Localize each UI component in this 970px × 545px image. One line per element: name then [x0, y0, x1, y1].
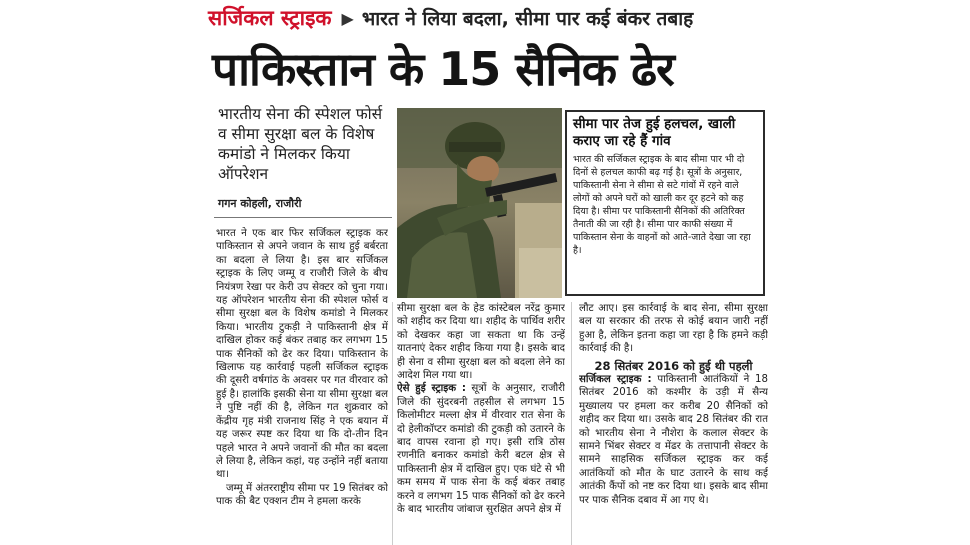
divider [214, 217, 392, 218]
article-column-2 [397, 302, 565, 545]
sidebar-body: भारत की सर्जिकल स्ट्राइक के बाद सीमा पार भी दो दिनों से हलचल काफी बढ़ गई है। सूत्रों के अनुसार, पाकिस्तानी सेना ने सीमा से सटे गांवों में रहने वाले लोगों को अपने घरों को खाली कर दूर हटने को कह दिया है। सीमा पर पाकिस्तानी सैनिकों की अतिरिक्त तैनाती की जा रही है। सीमा पार काफी संख्या में पाकिस्तान सेना के वाहनों को आते-जाते देखा जा रहा है। [573, 154, 751, 256]
article-paragraph: भारत ने एक बार फिर सर्जिकल स्ट्राइक कर पाकिस्तान से अपने जवान के साथ हुई बर्बरता का बदला ले लिया है। इस बार सर्जिकल स्ट्राइक के लिए जम्मू व राजौरी जिले के बीच नियंत्रण रेखा पर केरी उप सेक्टर को चुना गया। यह ऑपरेशन भारतीय सेना की स्पेशल फोर्स व सीमा सुरक्षा बल के विशेष कमांडो ने मिलकर किया। भारतीय टुकड़ी ने पाकिस्तानी क्षेत्र में दाखिल होकर कई बंकर तबाह कर लगभग 15 पाक सैनिकों को ढेर कर दिया। पाकिस्तान के खिलाफ यह कार्रवाई पहली सर्जिकल स्ट्राइक की दूसरी वर्षगांठ के अवसर पर गत वीरवार को हुई है। हालांकि इसकी सेना या सीमा सुरक्षा बल ने पुष्टि नहीं की है, लेकिन गत शुक्रवार को केंद्रीय गृह मंत्री राजनाथ सिंह ने एक बयान में यह जरूर स्पष्ट कर दिया था कि दो-तीन दिन पहले भारत ने अपने जवानों की मौत का बदला ले लिया है, लेकिन कहां, यह उन्होंने नहीं बताया था। [216, 228, 388, 481]
kicker-line [208, 4, 693, 32]
kicker-tag: सर्जिकल स्ट्राइक [208, 6, 332, 30]
article-paragraph: सीमा सुरक्षा बल के हेड कांस्टेबल नरेंद्र कुमार को शहीद कर दिया था। शहीद के पार्थिव शरीर को देखकर कहा जा सकता था कि उन्हें यातनाएं देकर शहीद किया गया है। इसके बाद ही सेना व सीमा सुरक्षा बल को बदला लेने का आदेश मिल गया था। [397, 303, 565, 382]
column-divider [571, 302, 572, 545]
subhead: सर्जिकल स्ट्राइक : [579, 374, 652, 386]
article-paragraph: पाकिस्तानी आतंकियों ने 18 सितंबर 2016 को कश्मीर के उड़ी में सैन्य मुख्यालय पर हमला कर करीब 20 सैनिकों को शहीद कर दिया था। उसके बाद 28 सितंबर की रात को भारतीय सेना ने नौशेरा के कलाल सेक्टर के सामने भिंबर सेक्टर व मेंढर के तत्तापानी सेक्टर के सामने साहसिक सर्जिकल स्ट्राइक कर कई आतंकियों को मौत के घाट उतारने के साथ कई आतंकी कैंपों को नष्ट कर दिया था। इसके बाद सीमा पर पाक सैनिक दबाव में आ गए थे। [579, 374, 768, 506]
byline: गगन कोहली, राजौरी [218, 197, 302, 210]
article-column-1 [216, 227, 388, 545]
sidebar-box [565, 110, 765, 296]
play-arrow-icon: ▶ [341, 8, 354, 28]
article-paragraph: लौट आए। इस कार्रवाई के बाद सेना, सीमा सुरक्षा बल या सरकार की तरफ से कोई बयान जारी नहीं हुआ है, लेकिन इतना कहा जा रहा है कि हमने कड़ी कार्रवाई की है। [579, 303, 768, 355]
article-paragraph: जम्मू में अंतरराष्ट्रीय सीमा पर 19 सितंबर को पाक की बैट एक्शन टीम ने हमला करके [216, 482, 388, 508]
kicker-subhead: भारत ने लिया बदला, सीमा पार कई बंकर तबाह [361, 8, 694, 30]
subhead: ऐसे हुई स्ट्राइक : [397, 383, 466, 395]
column-divider [392, 302, 393, 545]
sidebar-title: सीमा पार तेज हुई हलचल, खाली कराए जा रहे हैं गांव [573, 116, 736, 149]
article-paragraph: सूत्रों के अनुसार, राजौरी जिले की सुंदरबनी तहसील से लगभग 15 किलोमीटर मल्ला क्षेत्र में वीरवार रात सेना के दो हेलीकॉप्टर कमांडो की टुकड़ी को उतारने के बाद वापस रवाना हो गए। इसी रात्रि ठोस रणनीति बनाकर कमांडो केरी बटल क्षेत्र से पाकिस्तानी क्षेत्र में दाखिल हुए। एक घंटे से भी कम समय में पाक सेना के कई बंकर तबाह करने व लगभग 15 पाक सैनिकों को ढेर करने के बाद भारतीय जांबाज सुरक्षित अपने क्षेत्र में [397, 383, 565, 516]
deck: भारतीय सेना की स्पेशल फोर्स व सीमा सुरक्षा बल के विशेष कमांडो ने मिलकर किया ऑपरेशन [218, 105, 383, 183]
soldier-photo [397, 108, 562, 298]
article-column-3 [579, 302, 768, 545]
headline: पाकिस्तान के 15 सैनिक ढेर [212, 42, 674, 96]
subhead: 28 सितंबर 2016 को हुई थी पहली [594, 358, 753, 373]
